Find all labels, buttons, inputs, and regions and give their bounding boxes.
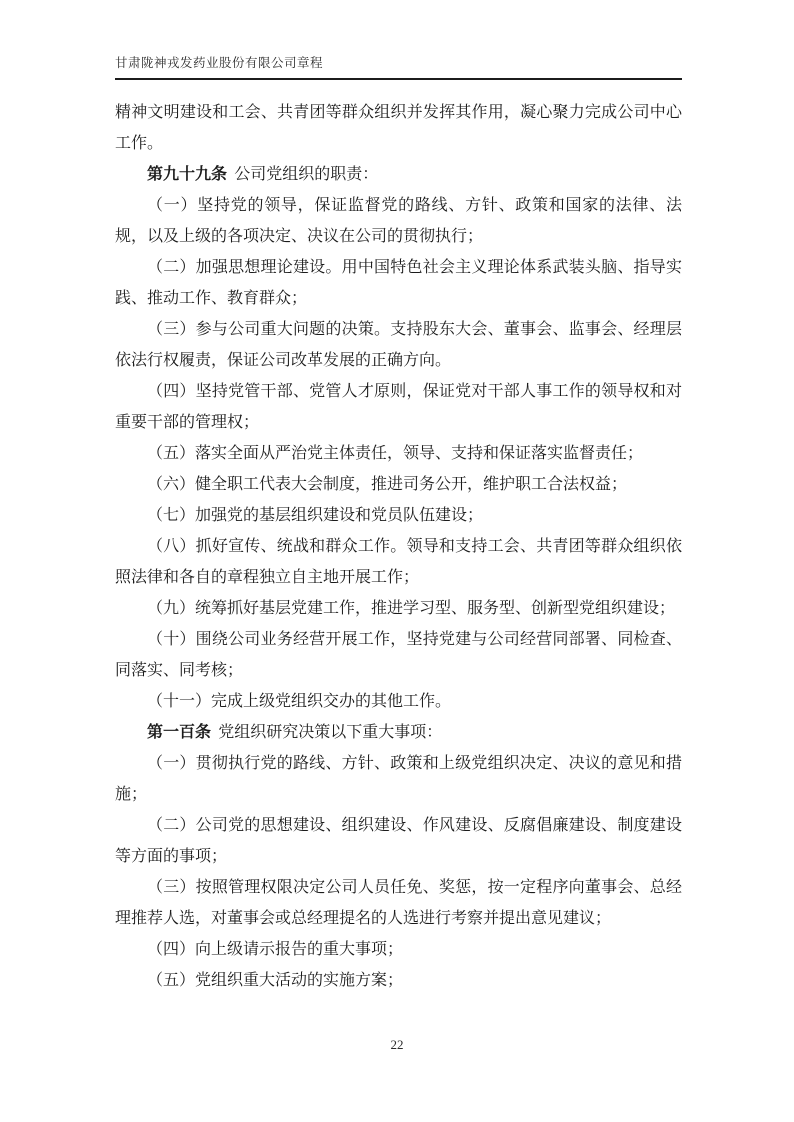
clause-item: （三）参与公司重大问题的决策。支持股东大会、董事会、监事会、经理层依法行权履责，保证公司改革发展的正确方向。 [115, 321, 682, 369]
clause-item: （二）加强思想理论建设。用中国特色社会主义理论体系武装头脑、指导实践、推动工作、教育群众； [115, 259, 682, 307]
clause-item: （四）坚持党管干部、党管人才原则，保证党对干部人事工作的领导权和对重要干部的管理权； [115, 383, 682, 431]
clause-item: （五）党组织重大活动的实施方案； [147, 972, 404, 989]
clause-item: （三）按照管理权限决定公司人员任免、奖惩，按一定程序向董事会、总经理推荐人选，对董事会或总经理提名的人选进行考察并提出意见建议； [115, 879, 682, 927]
document-body [115, 97, 682, 996]
clause-item: （九）统筹抓好基层党建工作，推进学习型、服务型、创新型党组织建设； [147, 600, 676, 617]
clause-item: （四）向上级请示报告的重大事项； [147, 941, 404, 958]
clause-item: （一）坚持党的领导，保证监督党的路线、方针、政策和国家的法律、法规，以及上级的各项决定、决议在公司的贯彻执行； [115, 197, 682, 245]
clause-item: （七）加强党的基层组织建设和党员队伍建设； [147, 507, 484, 524]
clause-item: （十一）完成上级党组织交办的其他工作。 [147, 693, 452, 710]
clause-item: （二）公司党的思想建设、组织建设、作风建设、反腐倡廉建设、制度建设等方面的事项； [115, 817, 682, 865]
page-number: 22 [390, 1037, 404, 1052]
article-heading [115, 717, 682, 748]
clause-item: （十）围绕公司业务经营开展工作，坚持党建与公司经营同部署、同检查、同落实、同考核； [115, 631, 682, 679]
article-number: 第九十九条 [147, 166, 228, 183]
article-title: 公司党组织的职责： [234, 166, 379, 183]
clause-item: （五）落实全面从严治党主体责任，领导、支持和保证落实监督责任； [147, 445, 644, 462]
paragraph-continuation: 精神文明建设和工会、共青团等群众组织并发挥其作用，凝心聚力完成公司中心工作。 [115, 104, 682, 152]
clause-item: （八）抓好宣传、统战和群众工作。领导和支持工会、共青团等群众组织依照法律和各自的章程独立自主地开展工作； [115, 538, 682, 586]
article-number: 第一百条 [147, 724, 212, 741]
clause-item: （一）贯彻执行党的路线、方针、政策和上级党组织决定、决议的意见和措施； [115, 755, 682, 803]
page-header-title: 甘肃陇神戎发药业股份有限公司章程 [115, 53, 682, 80]
article-title: 党组织研究决策以下重大事项： [218, 724, 443, 741]
article-heading [115, 159, 682, 190]
clause-item: （六）健全职工代表大会制度，推进司务公开，维护职工合法权益； [147, 476, 628, 493]
